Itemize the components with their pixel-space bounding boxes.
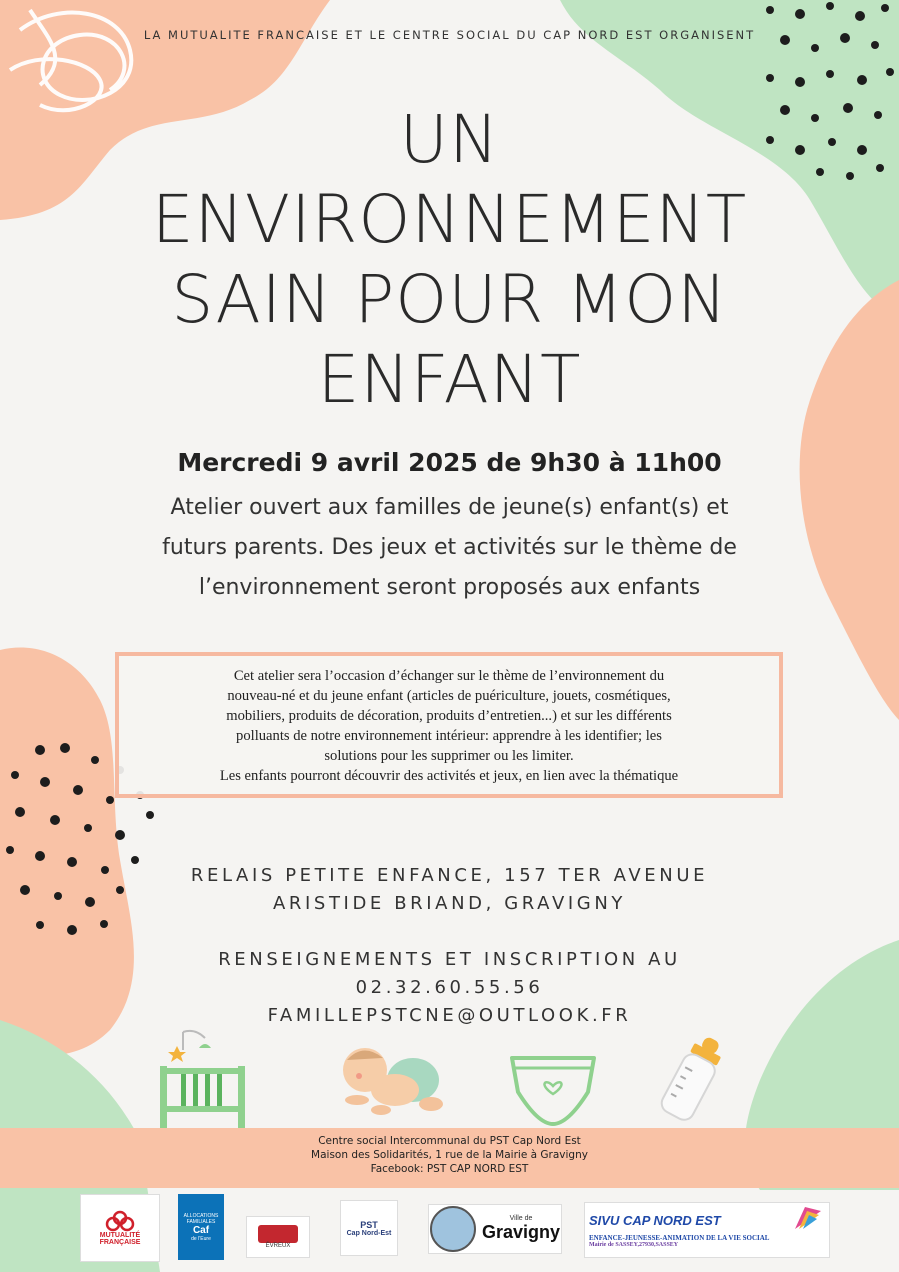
title-line: ENFANT	[317, 341, 582, 418]
gravigny-logo	[428, 1204, 562, 1254]
crawling-baby-icon	[335, 1038, 450, 1123]
venue-address	[0, 862, 899, 918]
sivu-logo-title: SIVU CAP NORD EST	[589, 1212, 721, 1228]
pst-logo-text: Cap Nord-Est	[346, 1229, 392, 1237]
address-line: RELAIS PETITE ENFANCE, 157 TER AVENUE	[190, 865, 709, 886]
footer-line: Maison des Solidarités, 1 rue de la Mairie à Gravigny	[311, 1149, 588, 1161]
gravigny-logo-text: Ville de	[509, 1215, 533, 1222]
sivu-logo-address: Mairie de SASSEY,27930,SASSEY	[589, 1241, 679, 1248]
gravigny-emblem-icon	[430, 1206, 476, 1252]
intro-line: l’environnement seront proposés aux enfants	[198, 575, 701, 600]
info-line: nouveau-né et du jeune enfant (articles de puériculture, jouets, cosmétiques,	[227, 688, 671, 704]
evreux-logo-text: ÉVREUX	[265, 1243, 291, 1249]
evreux-emblem-icon	[258, 1225, 298, 1243]
gravigny-logo-text: Gravigny	[481, 1222, 561, 1242]
caf-logo-text: de l’Eure	[191, 1235, 211, 1242]
event-date: Mercredi 9 avril 2025 de 9h30 à 11h00	[177, 448, 722, 477]
info-line: solutions pour les supprimer ou les limiter.	[324, 748, 574, 764]
gravigny-logo-wordmark	[482, 1215, 560, 1243]
intro-line: Atelier ouvert aux familles de jeune(s) enfant(s) et	[170, 495, 729, 520]
mutualite-logo-text: MUTUALITÉ	[99, 1232, 141, 1239]
page-title	[0, 100, 899, 420]
pst-logo-text: PST	[360, 1219, 378, 1230]
footer-line: Centre social Intercommunal du PST Cap Nord Est	[318, 1135, 581, 1147]
info-line: polluants de notre environnement intérieur: apprendre à les identifier; les	[236, 728, 662, 744]
caf-logo	[178, 1194, 224, 1260]
mutualite-logo-text: FRANÇAISE	[99, 1239, 141, 1246]
phone-number: 02.32.60.55.56	[355, 977, 544, 998]
info-line: Les enfants pourront découvrir des activités et jeux, en lien avec la thématique	[219, 768, 679, 784]
sivu-logo-subtitle: ENFANCE-JEUNESSE-ANIMATION DE LA VIE SOCIAL	[589, 1233, 770, 1242]
evreux-logo	[246, 1216, 310, 1258]
title-line: UN	[399, 101, 500, 178]
email-address: FAMILLEPSTCNE@OUTLOOK.FR	[267, 1005, 632, 1026]
sivu-cap-nord-est-logo	[584, 1202, 830, 1258]
contact-info	[0, 946, 899, 1030]
pst-cap-nord-est-logo	[340, 1200, 398, 1256]
info-line: Cet atelier sera l’occasion d’échanger sur le thème de l’environnement du	[233, 668, 665, 684]
title-line: SAIN POUR MON	[171, 261, 728, 338]
crib-icon	[155, 1028, 250, 1128]
diaper-icon	[508, 1052, 598, 1127]
mutualite-emblem-icon	[105, 1210, 135, 1232]
address-line: ARISTIDE BRIAND, GRAVIGNY	[273, 893, 626, 914]
caf-logo-text: Caf	[192, 1224, 210, 1236]
contact-heading: RENSEIGNEMENTS ET INSCRIPTION AU	[218, 949, 681, 970]
intro-text	[0, 488, 899, 608]
caf-logo-text: FAMILIALES	[186, 1218, 216, 1225]
info-line: mobiliers, produits de décoration, produits d’entretien...) et sur les différents	[226, 708, 672, 724]
mutualite-logo	[80, 1194, 160, 1262]
sivu-rainbow-icon	[795, 1207, 821, 1229]
organizers-banner: LA MUTUALITE FRANCAISE ET LE CENTRE SOCIAL DU CAP NORD EST ORGANISENT	[143, 28, 756, 42]
intro-line: futurs parents. Des jeux et activités sur le thème de	[162, 535, 737, 560]
baby-bottle-icon	[655, 1032, 730, 1127]
caf-logo-text: ALLOCATIONS	[183, 1212, 219, 1219]
title-line: ENVIRONNEMENT	[151, 181, 748, 258]
organizer-address	[0, 1134, 899, 1176]
footer-line: Facebook: PST CAP NORD EST	[370, 1163, 529, 1175]
info-box	[115, 652, 783, 798]
